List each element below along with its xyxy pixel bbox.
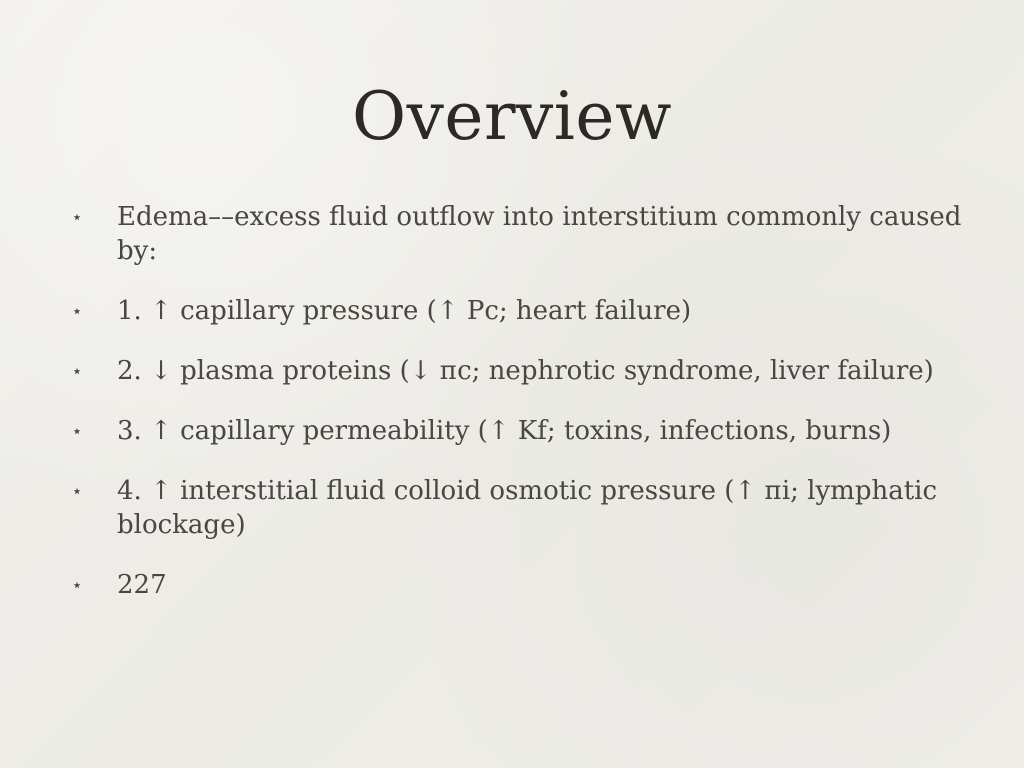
bullet-text: 2. ↓ plasma proteins (↓ пc; nephrotic syndrome, liver failure) (117, 356, 934, 386)
bullet-text: 1. ↑ capillary pressure (↑ Pc; heart failure) (117, 296, 692, 326)
star-bullet-icon: ⋆ (71, 421, 83, 442)
bullet-text: 227 (117, 570, 167, 600)
slide-title: Overview (352, 78, 672, 155)
bullet-item-interstitial-pressure (68, 474, 968, 542)
star-bullet-icon: ⋆ (71, 207, 83, 228)
bullet-item-capillary-permeability (68, 414, 968, 448)
bullet-text: 4. ↑ interstitial fluid colloid osmotic pressure (↑ пi; lymphatic blockage) (117, 476, 938, 540)
star-bullet-icon: ⋆ (71, 301, 83, 322)
bullet-text: Edema––excess fluid outflow into interstitium commonly caused by: (117, 202, 962, 266)
bullet-item-page-number (68, 568, 968, 602)
bullet-item-capillary-pressure (68, 294, 968, 328)
bullet-text: 3. ↑ capillary permeability (↑ Kf; toxins, infections, burns) (117, 416, 892, 446)
bullet-item-edema (68, 200, 968, 268)
star-bullet-icon: ⋆ (71, 481, 83, 502)
star-bullet-icon: ⋆ (71, 361, 83, 382)
bullet-item-plasma-proteins (68, 354, 968, 388)
bullet-list (68, 200, 968, 602)
star-bullet-icon: ⋆ (71, 575, 83, 596)
